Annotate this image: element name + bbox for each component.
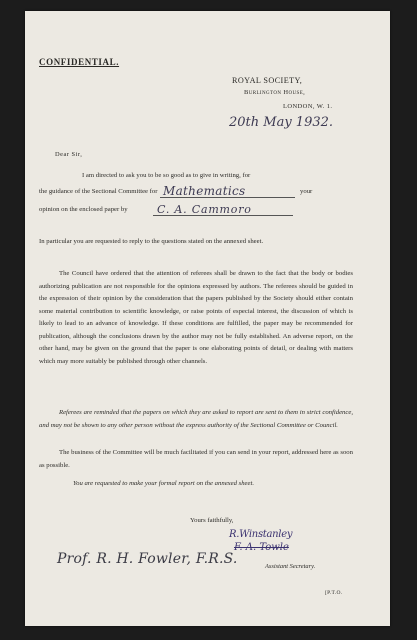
handwritten-addressee: Prof. R. H. Fowler, F.R.S.: [57, 551, 238, 567]
yours-faithfully: Yours faithfully,: [190, 517, 234, 524]
address-line-1: Burlington House,: [244, 89, 306, 96]
paragraph-6-italic: You are requested to make your formal report on the annexed sheet.: [73, 480, 255, 487]
pto-mark: [P.T.O.: [325, 590, 343, 596]
paragraph-1-line-2-end: your: [300, 188, 313, 195]
confidential-heading: CONFIDENTIAL.: [39, 57, 120, 67]
salutation: Dear Sir,: [55, 151, 83, 158]
struck-signature: F. A. Towle: [234, 542, 289, 553]
society-name: ROYAL SOCIETY,: [232, 76, 303, 85]
paragraph-4-italic: Referees are reminded that the papers on which they are asked to report are sent to them in strict confidence, and may not be shown to any other person without the express authority of the Sectional Committee or Council.: [39, 409, 353, 429]
handwritten-committee: Mathematics: [163, 184, 246, 198]
address-line-2: LONDON, W. 1.: [283, 103, 333, 110]
paragraph-1-line-2: the guidance of the Sectional Committee for: [39, 188, 158, 195]
paragraph-5: The business of the Committee will be much facilitated if you can send in your report, addressed here as soon as possible.: [39, 449, 353, 469]
signature: R.Winstanley: [229, 529, 293, 540]
assistant-secretary-title: Assistant Secretary.: [265, 563, 316, 570]
handwritten-date: 20th May 1932.: [229, 115, 334, 130]
paragraph-3: The Council have ordered that the attention of referees shall be drawn to the fact that the body or bodies authorizing publication are not responsible for the opinions expressed by authors. The referees should be guided in the expression of their opinion by the consideration that the papers published by the Society should either contain some material contribution to scientific knowledge, or raise points of especial interest, the discussion of which is likely to lead to an advance of knowledge. If these conditions are fulfilled, the paper may be recommended for publication, although the conclusions drawn by the author may not be fully established. An adverse report, on the other hand, may be given on the ground that the paper is one elaborating points of detail, or dealing with matters which may more suitably be published through other channels.: [39, 270, 353, 365]
paragraph-2: In particular you are requested to reply to the questions stated on the annexed sheet.: [39, 238, 264, 245]
paragraph-1-line-1: I am directed to ask you to be so good as to give in writing, for: [82, 172, 251, 179]
paragraph-1-line-3: opinion on the enclosed paper by: [39, 206, 128, 213]
handwritten-author: C. A. Cammoro: [157, 203, 252, 216]
